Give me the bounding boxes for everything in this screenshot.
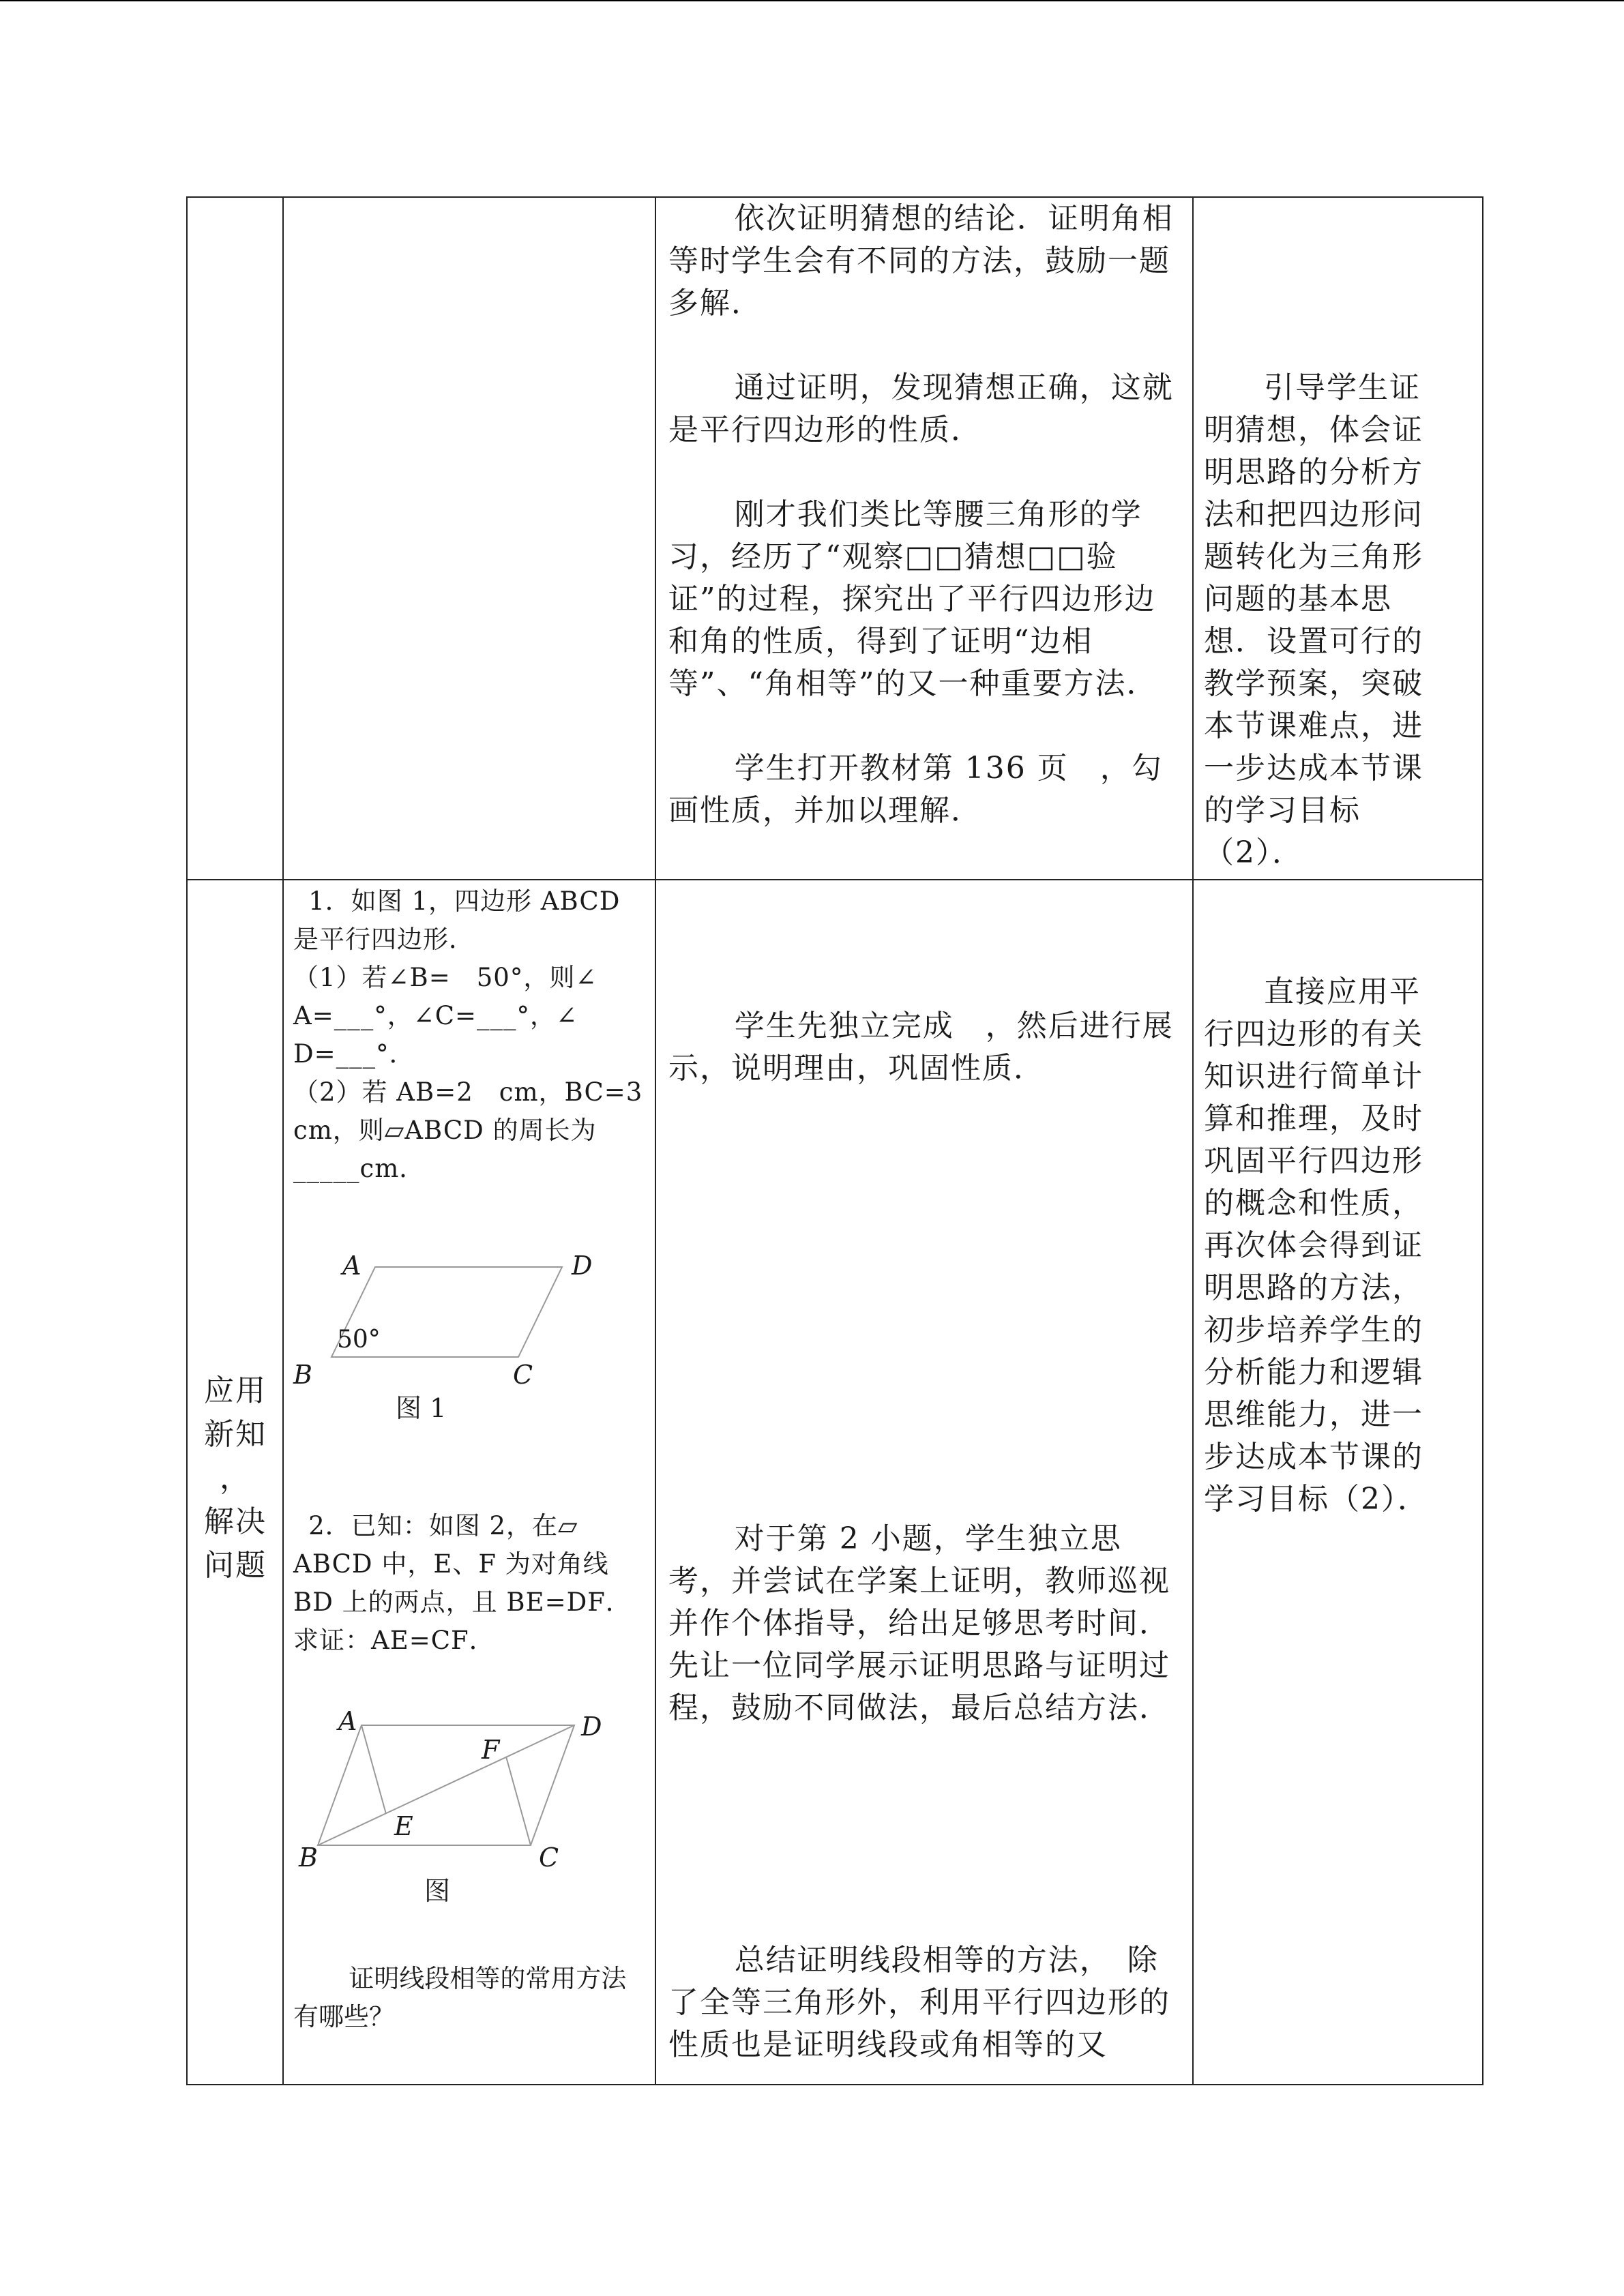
problem1-line-6: （2）若 AB=2 cm，BC=3 [293,1077,643,1107]
stage-label-line-2: 新知 [204,1417,267,1452]
stage-label-line-3: ， [220,1461,251,1495]
fig2-label-F: F [482,1735,500,1765]
stage-label-line-4: 解决 [204,1504,267,1539]
fig2-label-E: E [394,1811,413,1841]
fig1-label-A: A [342,1251,361,1281]
fig1-label-C: C [513,1360,533,1390]
row2-activity-p1: 学生先独立完成 ，然后进行展示，说明理由，巩固性质． [668,1009,1174,1086]
problem-1 [293,882,651,1188]
problem1-line-7: cm，则▱ABCD 的周长为 [293,1116,597,1145]
row2-activity-cell-1 [668,1005,1183,1090]
fig1-angle-label: 50° [337,1326,381,1354]
row2-activity-p3: 总结证明线段相等的方法， 除了全等三角形外，利用平行四边形的性质也是证明线段或角相等的又 [668,1943,1170,2062]
method-question [293,1960,634,2036]
row1-activity-p1: 依次证明猜想的结论．证明角相等时学生会有不同的方法，鼓励一题多解． [668,201,1174,320]
problem2-line-4: 求证：AE=CF． [293,1626,495,1655]
problem1-line-3: （1）若∠B= 50°，则∠ [293,963,597,992]
fig2-label-A: A [338,1706,357,1736]
fig1-label-D: D [572,1251,593,1281]
problem2-line-2: ABCD 中，E、F 为对角线 [293,1549,609,1579]
row1-activity-p3: 刚才我们类比等腰三角形的学习，经历了“观察□□猜想□□验证”的过程，探究出了平行四边形边和角的性质，得到了证明“边相等”、“角相等”的又一种重要方法． [668,497,1158,701]
method-question-text: 证明线段相等的常用方法有哪些？ [293,1964,627,2031]
problem1-line-1: 1．如图 1，四边形 ABCD [308,886,621,916]
problem1-line-2: 是平行四边形． [293,925,475,954]
problem1-line-4: A=___°，∠C=___°，∠ [293,1001,578,1030]
row2-intent-text: 直接应用平行四边形的有关知识进行简单计算和推理，及时巩固平行四边形的概念和性质，再次体会得到证明思路的方法，初步培养学生的分析能力和逻辑思维能力，进一步达成本节课的学习目标（2）． [1204,974,1429,1517]
fig2-label-C: C [539,1843,559,1873]
row2-activity-p2: 对于第 2 小题，学生独立思考，并尝试在学案上证明，教师巡视并作个体指导，给出足够思考时间． 先让一位同学展示证明思路与证明过程，鼓励不同做法，最后总结方法． [668,1521,1187,1725]
row1-activity-p4: 学生打开教材第 136 页 ，勾画性质，并加以理解． [668,751,1163,828]
problem2-line-1: 2．已知：如图 2，在▱ [308,1511,578,1540]
problem1-line-8: _____cm． [293,1154,426,1183]
fig2-label-B: B [299,1843,318,1873]
fig1-caption: 图 1 [396,1393,447,1423]
row2-intent-cell [1204,971,1451,1521]
problem1-line-5: D=___°． [293,1039,415,1069]
fig2-label-D: D [581,1712,602,1742]
fig2-caption: 图 [424,1876,451,1906]
row1-activity-cell [668,198,1183,832]
row1-activity-p2: 通过证明，发现猜想正确，这就是平行四边形的性质． [668,370,1174,447]
stage-label-line-5: 问题 [204,1548,267,1583]
row1-intent-text: 引导学生证明猜想，体会证明思路的分析方法和把四边形问题转化为三角形问题的基本思想．设置可行的教学预案，突破本节课难点，进一步达成本节课的学习目标（2）． [1204,370,1423,870]
problem2-line-3: BD 上的两点，且 BE=DF． [293,1587,632,1617]
row2-activity-cell-3 [668,1939,1183,2066]
fig1-label-B: B [293,1360,312,1390]
stage-label-line-1: 应用 [204,1373,267,1408]
row2-activity-cell-2 [668,1518,1187,1729]
row2-stage-label [188,1369,282,1587]
problem-2 [293,1507,651,1660]
row1-intent-cell [1204,367,1451,874]
